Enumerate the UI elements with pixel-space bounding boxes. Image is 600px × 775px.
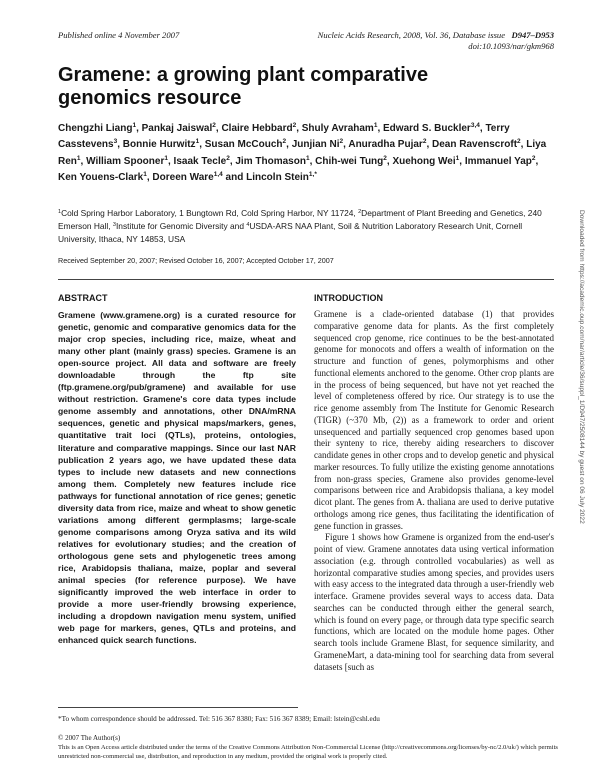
affiliation-marker: 2 [358,209,362,215]
affiliation-3: Institute for Genomic Diversity and [115,220,247,231]
author-affiliation-marker: 2 [531,154,536,162]
author [465,156,536,167]
author-affiliation-marker: 2 [339,138,344,146]
author-affiliation-marker: 3 [113,138,118,146]
introduction-text [314,309,554,673]
affiliation-marker: 4 [246,221,250,228]
author-name: Dean Ravenscroft [432,139,518,151]
author-affiliation-marker: 2 [226,154,230,162]
author [246,172,317,183]
article-title: Gramene: a growing plant comparative genomics resource [58,64,429,109]
author-affiliation-marker: 1,4 [213,170,223,178]
journal-header [318,30,554,52]
author-affiliation-marker: 2 [422,138,427,146]
intro-paragraph-2: Figure 1 shows how Gramene is organized from the end-user's point of view. Gramene annotates data using vertical information association (e.g. through controlled vocabularies) as well as horizontal comparative studies among species, and provides users with easy access to the integrated data through a user-friendly web interface. Gramene provides several ways to access data. Data searches can be conducted through either the general search, which is found on every page, or through data type specific search functions, which are located on the module home pages. Other search tools include Gramene Blast, for sequence similarity, and GrameneMart, a data-mining tool for searching data from several datasets [such as [314,532,554,672]
affiliation-1: Cold Spring Harbor Laboratory, 1 Bungtown Rd, Cold Spring Harbor, NY 11724, [61,208,359,218]
author-affiliation-marker: 1 [164,154,168,162]
author [348,139,426,150]
author-affiliation-marker: 1 [195,138,200,146]
affiliation-marker: 1 [58,209,62,215]
author-affiliation-marker: 2 [282,138,287,146]
affiliations [58,207,553,245]
author-name: Ken Youens-Clark [58,171,144,183]
author [432,139,521,150]
journal-citation: Nucleic Acids Research, 2008, Vol. 36, Database issue [317,30,506,40]
author-name: Immanuel Yap [464,155,532,167]
author [383,123,480,134]
introduction-heading: INTRODUCTION [314,293,383,303]
author-affiliation-marker: 3,4 [470,122,480,129]
author-name: Claire Hebbard [221,123,293,134]
author-name: Lincoln Stein [246,171,309,183]
author-affiliation-marker: 2 [383,154,387,162]
correspondence-footnote: *To whom correspondence should be addressed. Tel: 516 367 8380; Fax: 516 367 8389; Email: lstein@cshl.edu [58,715,380,723]
author-affiliation-marker: 2 [212,122,216,129]
author-affiliation-marker: 1 [132,122,137,129]
author-affiliation-marker: 1 [143,170,147,178]
author [123,139,199,150]
license-text: This is an Open Access article distributed under the terms of the Creative Commons Attribution Non-Commercial License (http://creativecommons.org/licenses/by-nc/2.0/uk/) which permits unrestricted non-commercial use, distribution, and reproduction in any medium, provided the original work is properly cited. [58,744,558,760]
author [58,123,136,134]
author [86,156,168,167]
author [302,123,378,134]
author [174,156,230,167]
author-name: Anuradha Pujar [348,139,423,151]
author-name: Susan McCouch [204,139,283,151]
author-affiliation-marker: 1 [455,154,460,162]
author [392,156,459,167]
footnote-divider [58,707,298,708]
author-affiliation-marker: 1 [76,154,81,162]
download-watermark: Downloaded from https://academic.oup.com/nar/article/36/suppl_1/D947/2508144 by guest on 06 July 2022 [578,210,585,524]
author [205,139,286,150]
author-name: Pankaj Jaiswal [141,123,213,134]
author-affiliation-marker: 1 [305,154,310,162]
author-name: William Spooner [86,155,165,167]
author [142,123,216,134]
abstract-heading: ABSTRACT [58,293,108,303]
published-date: Published online 4 November 2007 [58,30,180,40]
received-dates: Received September 20, 2007; Revised October 16, 2007; Accepted October 17, 2007 [58,256,334,265]
author-name: Doreen Ware [152,171,214,183]
doi: doi:10.1093/nar/gkm968 [468,41,554,51]
author-list: Chengzhi Liang$^1$, Pankaj Jaiswal$^2$, Claire Hebbard$^2$, Shuly Avraham$^1$, Edward S. Buckler$^{3,4}$, Terry Casstevens$^3$, Bonnie Hurwitz$^1$, Susan McCouch$^2$, Junjian Ni$^2$, Anuradha Pujar$^2$, Dean Ravenscroft$^2$, Liya Ren$^1$, William Spooner$^1$, Isaak Tecle$^2$, Jim Thomason$^1$, Chih-wei Tung$^2$, Xuehong Wei$^1$, Immanuel Yap$^2$, Ken Youens-Clark$^1$, Doreen Ware$^{1,4}$ and Lincoln Stein$^{1,*}$ [58,122,547,183]
author [221,123,296,134]
author-name: Edward S. Buckler [383,123,471,134]
affiliation-2: Department of Plant Breeding and Genetics, 240 Emerson Hall, [58,208,542,231]
author-affiliation-marker: 2 [517,138,521,146]
copyright-notice: © 2007 The Author(s) [58,734,121,742]
author-name: Liya Ren [58,139,547,167]
author-name: Junjian Ni [291,139,340,151]
affiliation-marker: 3 [112,221,116,228]
author-name: Terry Casstevens [58,123,510,151]
author [292,139,343,150]
author-name: Chih-wei Tung [315,155,384,167]
intro-paragraph-1: Gramene is a clade-oriented database (1) that provides comparative genome data for plants. As the first completely sequenced crop genome, rice continues to be the best-annotated genome for monocots and offers a wealth of information on the structure and function of genes, polymorphisms and other functional elements anchored to the genome. Other crop plants are in the process of being sequenced, but have not yet reached the level of completeness offered by rice. Our strategy is to use the rice genome assembly from The Institute for Genomic Research (TIGR) (~370 Mb, (2)) as a framework to order and orient unsequenced and partially sequenced crop genomes based upon their synteny to rice, thereby aiding researchers to discover candidate genes in other crops and to develop genetic and physical marker resources. To fully utilize the existing genome annotations from non-grass species, Gramene also provides genome-level comparisons between rice and Arabidopsis thaliana, a key model dicot plant. The genes from A. thaliana are used to derive putative orthologs among rice genes, thus facilitating the identification of gene function in grasses. [314,309,554,531]
author-name: Isaak Tecle [173,155,227,167]
author-affiliation-marker: 2 [292,122,297,129]
author [315,156,387,167]
author [235,156,309,167]
author-affiliation-marker: 1,* [308,170,317,178]
abstract-text: Gramene (www.gramene.org) is a curated resource for genetic, genomic and comparative genomics data for the major crop species, including rice, maize, wheat and many other plant (mainly grass) species. Gramene is an open-source project. All data and software are freely downloadable through the ftp site (ftp.gramene.org/pub/gramene) and available for use without restriction. Gramene's core data types include genome assembly and annotations, other DNA/mRNA sequences, genetic and physical maps/markers, genes, quantitative trait loci (QTLs), proteins, ontologies, literature and comparative mappings. Since our last NAR publication 2 years ago, we have updated these data types to include new datasets and new connections among them. Completely new features include rice pathways for functional annotation of rice genes; genetic diversity data from rice, maize and wheat to show genetic variations among different germplasms; large-scale genome comparisons among Oryza sativa and its wild relatives for evolutionary studies; and the creation of orthologous gene sets and phylogenetic trees among rice, Arabidopsis thaliana, maize, poplar and several animal species (for reference purpose). We have significantly improved the web interface in order to provide a more user-friendly browsing experience, including a dropdown navigation menu system, unified web page for markers, genes, QTLs and proteins, and enhanced quick search functions. [58,310,296,646]
author-name: Xuehong Wei [392,155,456,167]
page-range: D947–D953 [511,30,554,40]
author-name: Bonnie Hurwitz [122,139,196,151]
author-name: Chengzhi Liang [58,123,133,134]
affiliation-4: USDA-ARS NAA Plant, Soil & Nutrition Laboratory Research Unit, Cornell University, Ithaca, NY 14853, USA [58,220,523,244]
author-name: Shuly Avraham [301,123,374,134]
author-affiliation-marker: 1 [373,122,378,129]
author [152,172,222,183]
author [58,172,147,183]
author-name: Jim Thomason [235,155,306,167]
divider [58,279,554,280]
